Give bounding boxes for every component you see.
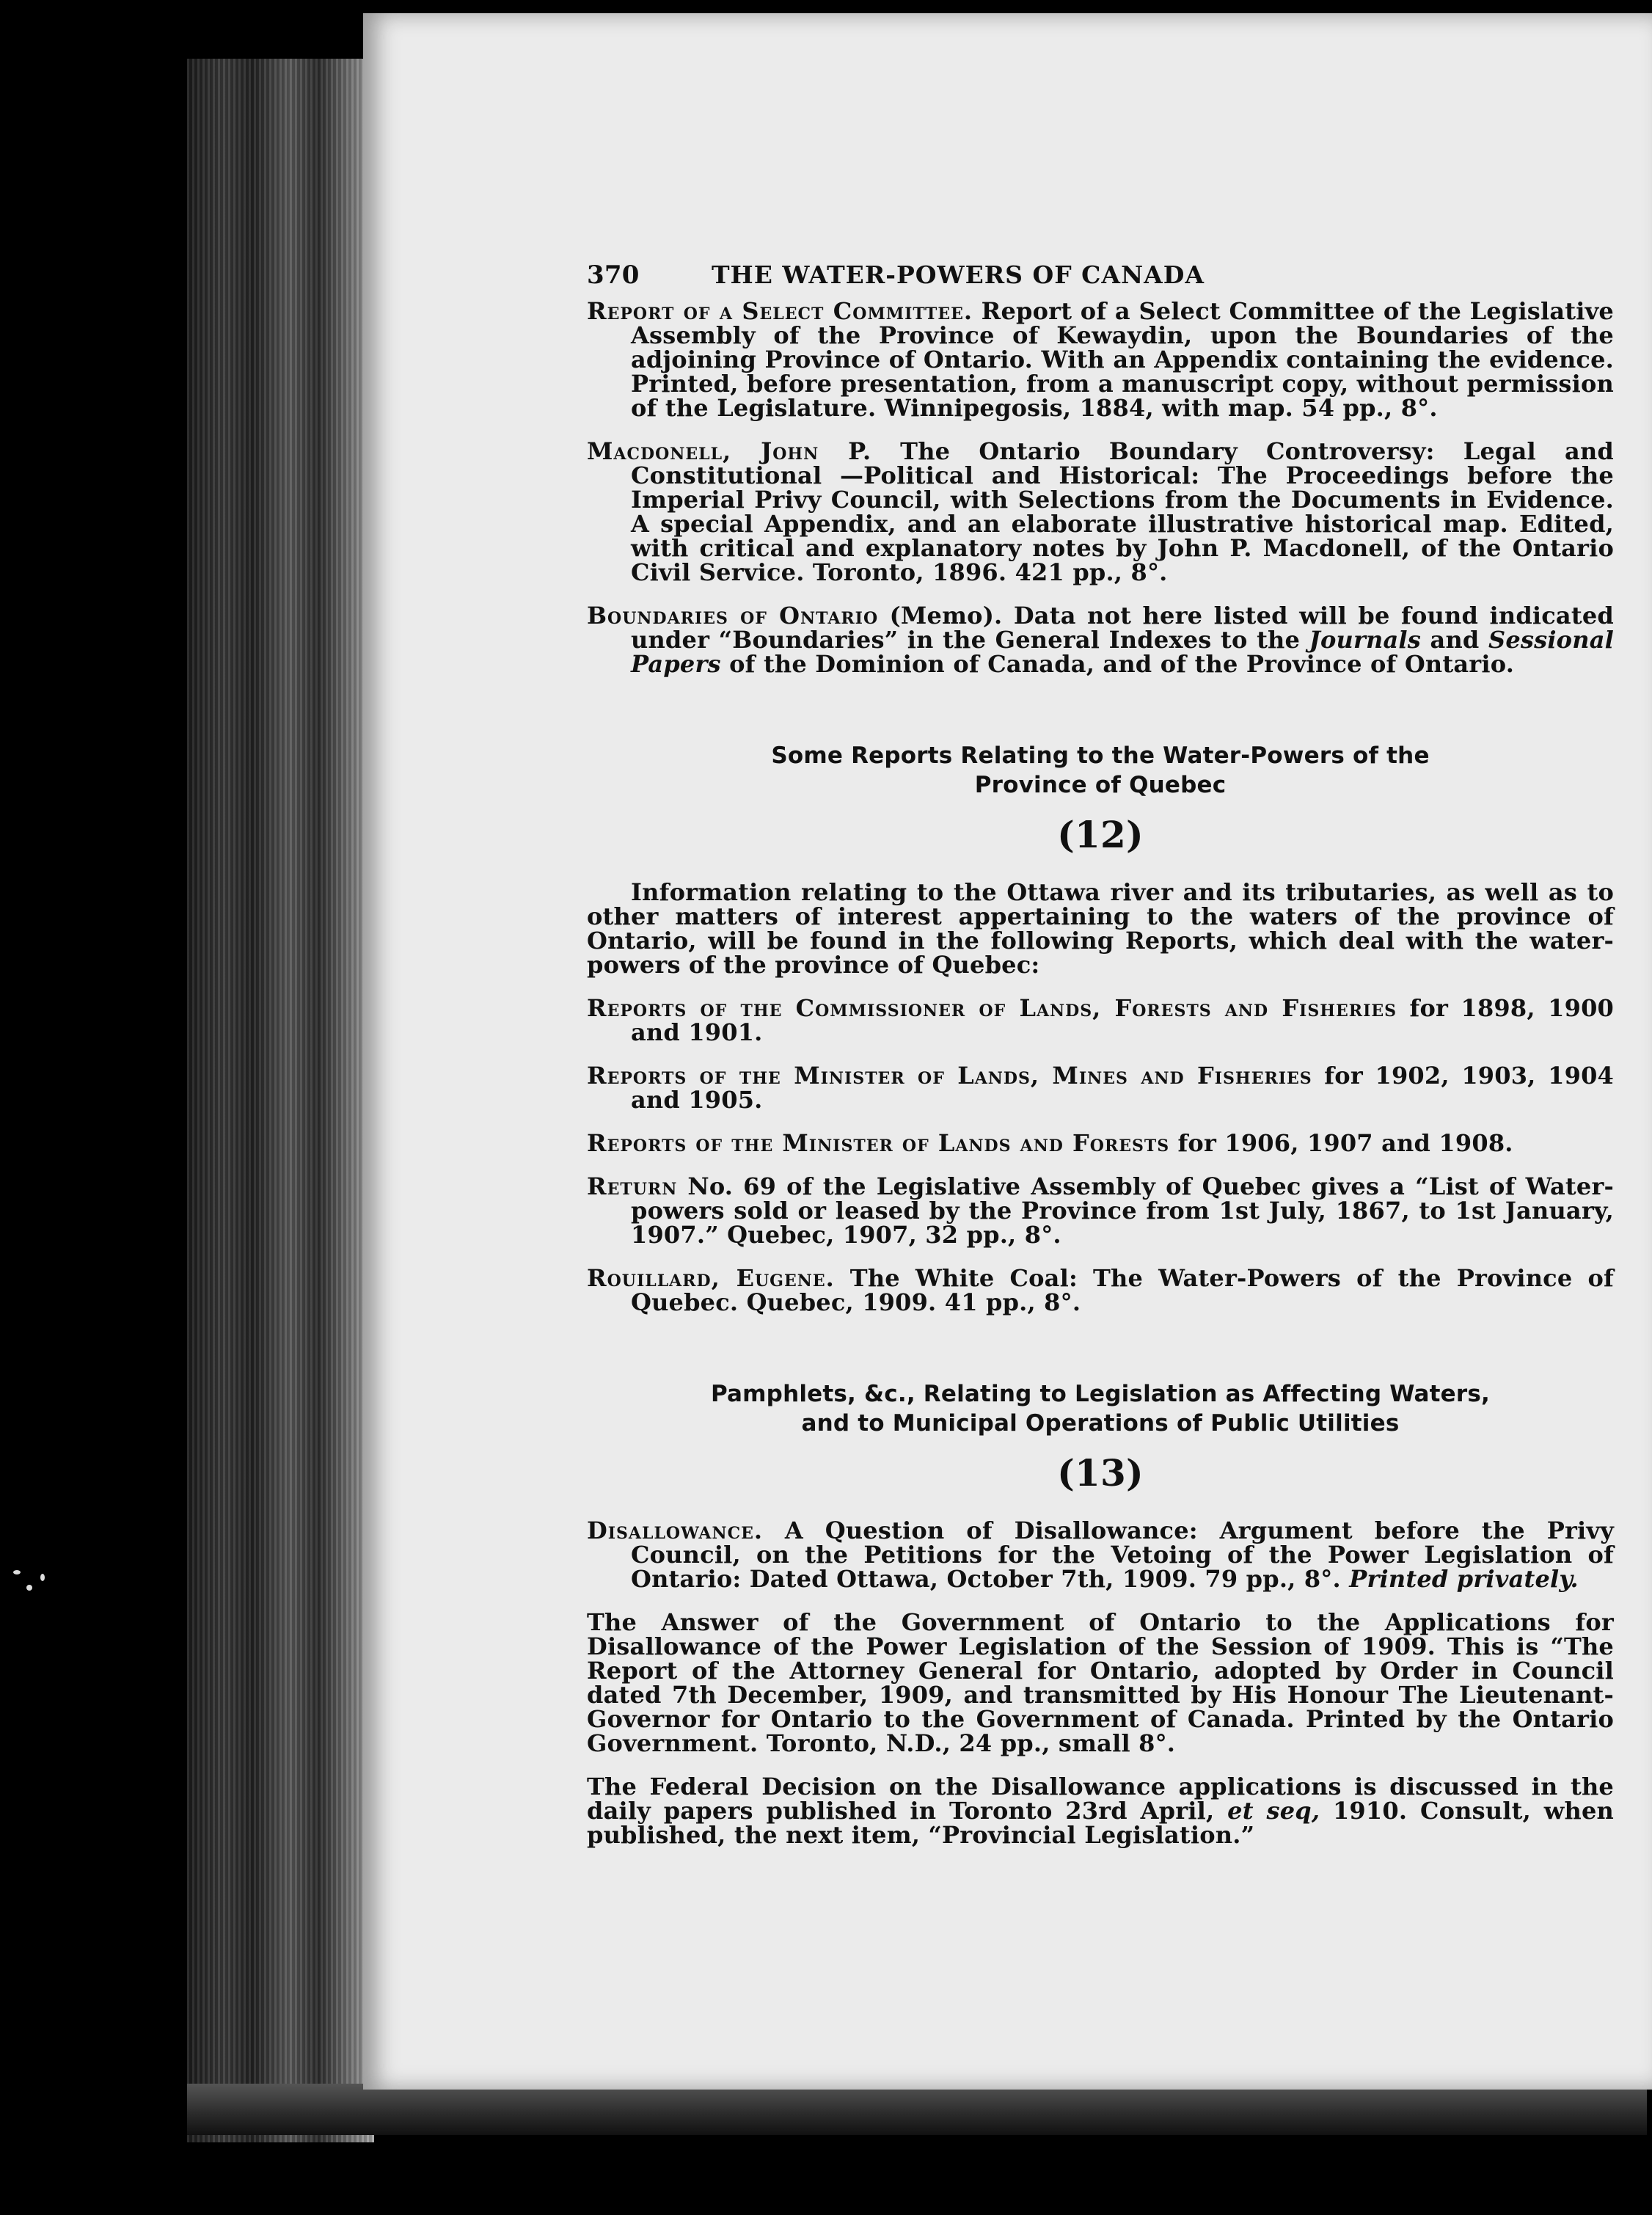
entry-italic-journals: Journals (1309, 626, 1421, 654)
section-title-line: Some Reports Relating to the Water-Powers of the (771, 742, 1430, 769)
entry-head: Reports of the Minister of Lands and Forests (587, 1129, 1170, 1157)
entry-reports-minister-mines (587, 1064, 1614, 1112)
entry-rouillard (587, 1266, 1614, 1315)
entry-head: Disallowance. (587, 1517, 763, 1544)
entry-text: The White Coal: The Water-Powers of the Province of Quebec. Quebec, 1909. 41 pp., 8°. (631, 1264, 1614, 1316)
section-12-title (587, 741, 1614, 800)
book-page-bottom-edge (187, 2084, 1647, 2135)
section-13-number: (13) (1057, 1451, 1144, 1495)
section-13-title (587, 1379, 1614, 1438)
section-12-number: (12) (1057, 813, 1144, 856)
page-header (587, 260, 1614, 290)
para-text: 1910. Consult, when published, the next item, “Provincial Legislation.” (587, 1797, 1615, 1849)
entry-text: for 1906, 1907 and 1908. (1169, 1129, 1513, 1157)
entry-head: Macdonell, John P. (587, 437, 872, 465)
para-italic-et-seq: et seq, (1227, 1797, 1320, 1825)
dust-speck (13, 1570, 21, 1574)
page-content (587, 260, 1615, 1866)
entry-head: Return (587, 1172, 678, 1200)
entry-italic-sessional-papers: Sessional Papers (631, 626, 1614, 678)
entry-text: for 1898, 1900 and 1901. (631, 994, 1615, 1046)
entry-macdonell (587, 439, 1614, 585)
entry-text: (Memo). Data not here listed will be found indicated under “Boundaries” in the General Indexes to the (631, 602, 1614, 654)
entry-text: for 1902, 1903, 1904 and 1905. (631, 1062, 1614, 1114)
entry-reports-minister-forests (587, 1131, 1614, 1156)
entry-head: Boundaries of Ontario (587, 602, 879, 630)
entry-boundaries-of-ontario (587, 604, 1614, 676)
para-text: The Federal Decision on the Disallowance applications is discussed in the daily papers published in Toronto 23rd April, (587, 1773, 1614, 1825)
entry-italic-printed-privately: Printed privately. (1349, 1565, 1579, 1593)
entry-text: of the Dominion of Canada, and of the Province of Ontario. (720, 650, 1515, 678)
entry-return (587, 1172, 1614, 1249)
section-title-line: Pamphlets, &c., Relating to Legislation as Affecting Waters, (710, 1381, 1491, 1407)
entry-text: A Question of Disallowance: Argument before the Privy Council, on the Petitions for the Vetoing of the Power Legislation of Ontario: Dated Ottawa, October 7th, 1909. 79 pp., 8°. (631, 1517, 1614, 1593)
entry-text: The Ontario Boundary Controversy: Legal and Constitutional —Political and Historical: The Proceedings before the Imperial Privy Council, with Selections from the Documents in Evidence. A special Appendix, and an elaborate illustrative historical map. Edited, with critical and explanatory notes by John P. Macdonell, of the Ontario Civil Service. Toronto, 1896. 421 pp., 8°. (631, 437, 1614, 586)
entry-head: Reports of the Minister of Lands, Mines and Fisheries (587, 1062, 1312, 1090)
page-number: 370 (587, 260, 640, 290)
dust-speck (40, 1574, 45, 1581)
running-head: THE WATER-POWERS OF CANADA (712, 260, 1205, 289)
entry-reports-commissioner (587, 996, 1614, 1045)
entry-disallowance (587, 1519, 1614, 1591)
entry-report-select-committee (587, 299, 1614, 420)
para-answer-government: The Answer of the Government of Ontario to the Applications for Disallowance of the Power Legislation of the Session of 1909. This is “The Report of the Attorney General for Ontario, adopted by Order in Council dated 7th December, 1909, and transmitted by His Honour The Lieutenant-Governor for Ontario to the Government of Canada. Printed by the Ontario Government. Toronto, N.D., 24 pp., small 8°. (587, 1608, 1614, 1757)
dust-speck (26, 1585, 32, 1591)
book-page-stack (187, 59, 374, 2142)
entry-text: No. 69 of the Legislative Assembly of Quebec gives a “List of Water-powers sold or leased by the Province from 1st July, 1867, to 1st January, 1907.” Quebec, 1907, 32 pp., 8°. (631, 1172, 1614, 1249)
book-page (363, 13, 1652, 2090)
entry-head: Reports of the Commissioner of Lands, Forests and Fisheries (587, 994, 1397, 1022)
para-federal-decision (587, 1775, 1614, 1847)
entry-text: Report of a Select Committee of the Legislative Assembly of the Province of Kewaydin, upon the Boundaries of the adjoining Province of Ontario. With an Appendix containing the evidence. Printed, before presentation, from a manuscript copy, without permission of the Legislature. Winnipegosis, 1884, with map. 54 pp., 8°. (631, 297, 1614, 422)
section-title-line: and to Municipal Operations of Public Utilities (801, 1410, 1400, 1437)
section-title-line: Province of Quebec (974, 772, 1227, 798)
entry-text: and (1421, 626, 1489, 654)
section-12-intro: Information relating to the Ottawa river and its tributaries, as well as to other matters of interest appertaining to the waters of the province of Ontario, will be found in the following Reports, which deal with the water-powers of the province of Quebec: (587, 878, 1614, 979)
entry-head: Report of a Select Committee. (587, 297, 973, 325)
entry-head: Rouillard, Eugene. (587, 1264, 835, 1292)
